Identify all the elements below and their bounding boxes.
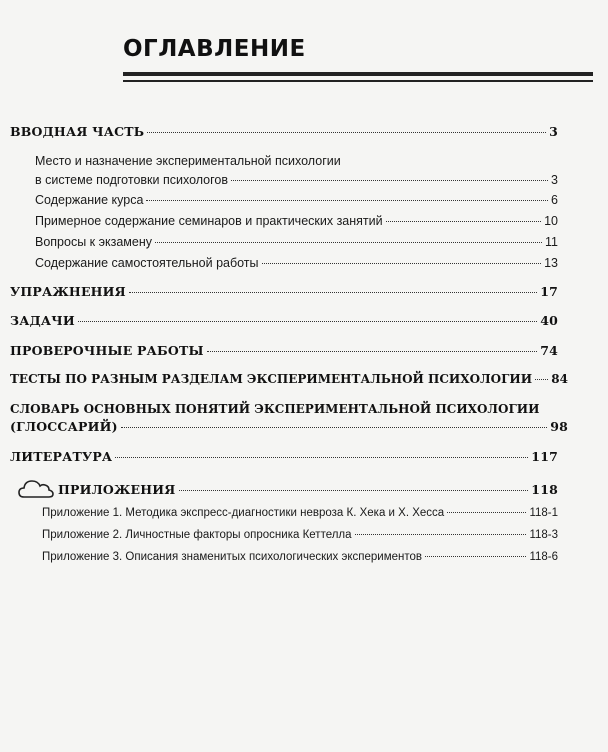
dot-leader [129,292,537,293]
toc-section-label: ТЕСТЫ ПО РАЗНЫМ РАЗДЕЛАМ ЭКСПЕРИМЕНТАЛЬНОЙ ПСИХОЛОГИИ [10,372,533,386]
toc-page-number: 118-6 [529,551,558,563]
toc-section-label: УПРАЖНЕНИЯ [10,284,126,299]
toc-intro-item-4[interactable] [35,235,558,249]
dot-leader [355,534,527,535]
toc-intro-item-1[interactable] [35,173,558,187]
dot-leader [179,490,529,491]
toc-page-number: 118-1 [529,507,558,519]
toc-section-label: (ГЛОССАРИЙ) [10,419,118,434]
toc-page-number: 11 [545,235,558,249]
dot-leader [262,263,542,264]
toc-page-number: 3 [551,173,558,187]
toc-page-number: 6 [551,193,558,207]
toc-item-label: Вопросы к экзамену [35,235,152,249]
toc-section-exercises[interactable] [10,284,558,299]
toc-page-number: 84 [551,372,568,386]
dot-leader [115,457,528,458]
dot-leader [146,200,548,201]
toc-page-number: 98 [550,419,568,434]
dot-leader [386,221,541,222]
toc-section-tests[interactable] [10,343,558,358]
toc-page-number: 3 [549,124,558,139]
dot-leader [78,321,537,322]
toc-section-intro[interactable] [10,124,558,139]
cloud-icon [18,478,54,500]
toc-section-literature[interactable] [10,449,558,464]
title-rule-thick [123,72,593,76]
toc-page-number: 13 [544,256,558,270]
toc-page-number: 10 [544,214,558,228]
toc-section-quiz[interactable] [10,372,568,386]
toc-section-label: ЗАДАЧИ [10,313,75,328]
toc-intro-item-3[interactable] [35,214,558,228]
toc-section-appendices[interactable] [58,482,558,497]
dot-leader [231,180,548,181]
dot-leader [425,556,526,557]
toc-section-label: ВВОДНАЯ ЧАСТЬ [10,124,145,139]
toc-item-label: Приложение 1. Методика экспресс-диагностики невроза К. Хека и Х. Хесса [42,507,445,519]
toc-page-number: 117 [531,449,558,464]
dot-leader [147,132,546,133]
toc-item-label: Содержание самостоятельной работы [35,256,259,270]
toc-appendix-item-1[interactable] [42,507,558,519]
toc-appendix-item-2[interactable] [42,529,558,541]
toc-page-number: 40 [540,313,558,328]
dot-leader [535,379,548,380]
toc-section-label: ПРОВЕРОЧНЫЕ РАБОТЫ [10,343,204,358]
toc-section-glossary-line1: СЛОВАРЬ ОСНОВНЫХ ПОНЯТИЙ ЭКСПЕРИМЕНТАЛЬНОЙ ПСИХОЛОГИИ [10,402,540,416]
toc-intro-item-5[interactable] [35,256,558,270]
toc-page-number: 118 [531,482,558,497]
title-rule-thin [123,80,593,82]
toc-item-label: Примерное содержание семинаров и практических занятий [35,214,383,228]
dot-leader [207,351,538,352]
toc-item-label: Содержание курса [35,193,144,207]
toc-section-label: ЛИТЕРАТУРА [10,449,113,464]
page-title: ОГЛАВЛЕНИЕ [123,36,306,62]
toc-page-number: 17 [540,284,558,299]
toc-section-tasks[interactable] [10,313,558,328]
toc-section-glossary[interactable] [10,419,568,434]
dot-leader [155,242,542,243]
toc-item-label: Приложение 3. Описания знаменитых психологических экспериментов [42,551,423,563]
toc-section-label: ПРИЛОЖЕНИЯ [58,482,176,497]
toc-appendix-item-3[interactable] [42,551,558,563]
toc-intro-item-2[interactable] [35,193,558,207]
toc-page-number: 118-3 [529,529,558,541]
toc-page-number: 74 [540,343,558,358]
dot-leader [447,512,526,513]
toc-item-label: в системе подготовки психологов [35,173,229,187]
toc-intro-item-1-line1: Место и назначение экспериментальной психологии [35,154,341,168]
toc-item-label: Приложение 2. Личностные факторы опросника Кеттелла [42,529,352,541]
dot-leader [121,427,548,428]
